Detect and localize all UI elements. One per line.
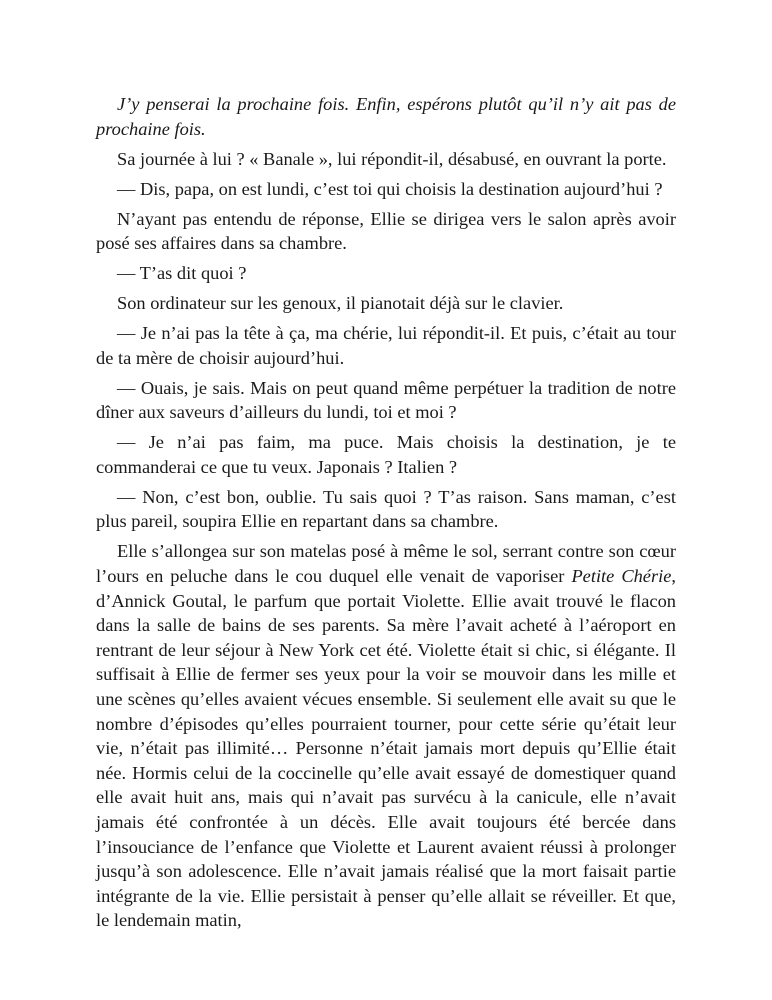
perfume-title: Petite Chérie	[571, 566, 672, 586]
dialogue-line	[96, 177, 676, 202]
paragraph-text: N’ayant pas entendu de réponse, Ellie se dirigea vers le salon après avoir posé ses affaires dans sa chambre.	[96, 208, 676, 254]
paragraph	[96, 92, 676, 141]
paragraph-text: Elle s’allongea sur son matelas posé à même le sol, serrant contre son cœur l’ours en peluche dans le cou duquel elle venait de vaporiser	[96, 541, 676, 586]
paragraph	[96, 207, 676, 256]
dialogue-line	[96, 430, 676, 479]
paragraph-text: — Je n’ai pas la tête à ça, ma chérie, lui répondit-il. Et puis, c’était au tour de ta mère de choisir aujourd’hui.	[96, 323, 676, 368]
paragraph-text: — Ouais, je sais. Mais on peut quand même perpétuer la tradition de notre dîner aux saveurs d’ailleurs du lundi, toi et moi ?	[96, 377, 676, 423]
paragraph-text: — Je n’ai pas faim, ma puce. Mais choisis la destination, je te commanderai ce que tu veux. Japonais ? Italien ?	[96, 432, 676, 477]
paragraph	[96, 539, 676, 933]
paragraph-text: , d’Annick Goutal, le parfum que portait Violette. Ellie avait trouvé le flacon dans la salle de bains de ses parents. Sa mère l’avait acheté à l’aéroport en rentrant de leur séjour à New York cet été. Violette était si chic, si élégante. Il suffisait à Ellie de fermer ses yeux pour la voir se mouvoir dans les mille et une scènes qu’elles avaient vécues ensemble. Si seulement elle avait su que le nombre d’épisodes qu’elles pourraient tourner, pour cette série qu’était leur vie, n’était pas illimité… Personne n’était jamais mort depuis qu’Ellie était née. Hormis celui de la coccinelle qu’elle avait essayé de domestiquer quand elle avait huit ans, mais qui n’avait pas survécu à la canicule, elle n’avait jamais été confrontée à un décès. Elle avait toujours été bercée dans l’insouciance de l’enfance que Violette et Laurent avaient réussi à prolonger jusqu’à son adolescence. Elle n’avait jamais réalisé que la mort faisait partie intégrante de la vie. Ellie persistait à penser qu’elle allait se réveiller. Et que, le lendemain matin,	[96, 566, 676, 931]
paragraph-text: — T’as dit quoi ?	[117, 263, 247, 284]
paragraph-text: Son ordinateur sur les genoux, il pianotait déjà sur le clavier.	[117, 293, 564, 314]
paragraph	[96, 291, 676, 316]
dialogue-line	[96, 321, 676, 370]
paragraph-text: J’y penserai la prochaine fois. Enfin, espérons plutôt qu’il n’y ait pas de prochaine fois.	[96, 94, 676, 139]
dialogue-line	[96, 376, 676, 425]
paragraph-text: — Dis, papa, on est lundi, c’est toi qui choisis la destination aujourd’hui ?	[117, 178, 663, 199]
paragraph-text: — Non, c’est bon, oublie. Tu sais quoi ? T’as raison. Sans maman, c’est plus pareil, soupira Ellie en repartant dans sa chambre.	[96, 486, 676, 532]
paragraph	[96, 147, 676, 172]
paragraph-text: Sa journée à lui ? « Banale », lui répondit-il, désabusé, en ouvrant la porte.	[117, 148, 667, 169]
document-page	[96, 92, 676, 938]
dialogue-line	[96, 261, 676, 286]
dialogue-line	[96, 485, 676, 534]
